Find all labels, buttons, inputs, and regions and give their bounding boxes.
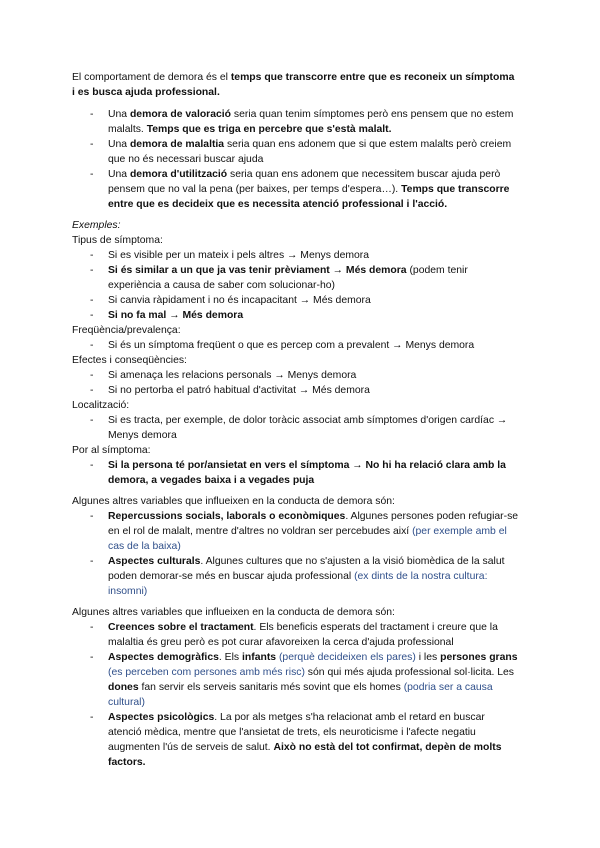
item-bold: demora de malaltia	[129, 139, 225, 150]
list-item	[72, 167, 520, 212]
item-bold: Aspectes culturals	[108, 556, 201, 567]
bullet-dash: -	[90, 169, 94, 180]
section-heading: Algunes altres variables que influeixen en la conducta de demora són:	[72, 496, 395, 507]
item-bold: infants	[242, 652, 277, 663]
item-text: Una	[108, 109, 130, 120]
list-item	[72, 368, 520, 383]
group-title: Localització:	[72, 400, 130, 411]
variables-list	[72, 509, 520, 599]
list-item	[72, 263, 520, 293]
intro-bold: temps que transcorre entre que es reconeix un símptoma i es busca ajuda professional.	[72, 72, 515, 98]
bullet-dash: -	[90, 415, 94, 426]
item-note: (perquè decideixen els pares)	[276, 652, 416, 663]
item-bold: Això no està del tot confirmat, depèn de molts factors.	[108, 742, 502, 768]
item-text: són qui més ajuda professional sol·licita. Les	[304, 667, 514, 678]
item-bold: Creences sobre el tractament	[108, 622, 254, 633]
item-bold: persones grans	[440, 652, 518, 663]
item-text: . La por als metges s'ha relacionat amb el retard en buscar atenció mèdica, mentre que l'ansietat de trets, els neuroticisme i l'afecte negatiu augmenten l'ús de serveis de salut.	[108, 712, 485, 753]
bullet-dash: -	[90, 652, 94, 663]
list-item	[72, 308, 520, 323]
list-item	[72, 554, 520, 599]
document-page	[72, 70, 520, 770]
item-bold: dones	[108, 682, 139, 693]
exemples-label: Exemples:	[72, 220, 121, 231]
item-text: Si amenaça les relacions personals → Menys demora	[108, 370, 357, 381]
group-list	[72, 338, 520, 353]
item-bold: Repercussions socials, laborals o econòmiques	[108, 511, 346, 522]
bullet-dash: -	[90, 622, 94, 633]
list-item	[72, 107, 520, 137]
item-text: fan servir els serveis sanitaris més sovint que els homes	[138, 682, 404, 693]
bullet-dash: -	[90, 385, 94, 396]
item-text: i les	[415, 652, 441, 663]
bullet-dash: -	[90, 460, 94, 471]
group-title: Efectes i conseqüències:	[72, 355, 187, 366]
item-note: (per exemple amb el cas de la baixa)	[108, 526, 507, 552]
list-item	[72, 509, 520, 554]
item-bold: Si és similar a un que ja vas tenir prèviament → Més demora	[108, 265, 407, 276]
list-item	[72, 338, 520, 353]
item-text: . Els	[218, 652, 242, 663]
item-text: seria quan ens adonem que si que estem malalts però creiem que no és necessari buscar ajuda	[108, 139, 512, 165]
item-bold: Si la persona té por/ansietat en vers el símptoma → No hi ha relació clara amb la demora, a vegades baixa i a vegades puja	[108, 460, 506, 486]
variables-list	[72, 620, 520, 770]
group-list	[72, 368, 520, 398]
list-item	[72, 137, 520, 167]
bullet-dash: -	[90, 139, 94, 150]
intro-text: El comportament de demora és el	[72, 72, 231, 83]
list-item	[72, 248, 520, 263]
bullet-dash: -	[90, 712, 94, 723]
bullet-dash: -	[90, 310, 94, 321]
item-bold: Temps que es triga en percebre que s'està malalt.	[146, 124, 392, 135]
bullet-dash: -	[90, 370, 94, 381]
item-text: seria quan ens adonem que necessitem buscar ajuda però pensem que no val la pena (per baixes, per temps d'espera…).	[108, 169, 501, 195]
section-heading: Algunes altres variables que influeixen en la conducta de demora són:	[72, 607, 395, 618]
list-item	[72, 650, 520, 710]
item-bold: demora d'utilització	[129, 169, 228, 180]
item-bold: Aspectes psicològics	[108, 712, 215, 723]
item-note: (podria ser a causa cultural)	[108, 682, 493, 708]
item-text: Si canvia ràpidament i no és incapacitant → Més demora	[108, 295, 371, 306]
item-text: . Els beneficis esperats del tractament i creure que la malaltia és greu però es pot curar afavoreixen la cerca d'ajuda professional	[108, 622, 498, 648]
bullet-dash: -	[90, 250, 94, 261]
item-text: . Algunes cultures que no s'ajusten a la visió biomèdica de la salut poden demorar-se més en buscar ajuda professional	[108, 556, 505, 582]
list-item	[72, 620, 520, 650]
item-bold: Aspectes demogràfics	[108, 652, 219, 663]
bullet-dash: -	[90, 340, 94, 351]
bullet-dash: -	[90, 511, 94, 522]
group-title: Tipus de símptoma:	[72, 235, 163, 246]
item-text: (podem tenir experiència a causa de saber com solucionar-ho)	[108, 265, 468, 291]
bullet-dash: -	[90, 556, 94, 567]
list-item	[72, 710, 520, 770]
item-bold: demora de valoració	[129, 109, 232, 120]
item-note: (ex dints de la nostra cultura: insomni)	[108, 571, 488, 597]
item-note: (es perceben com persones amb més risc)	[108, 667, 305, 678]
item-text: Una	[108, 169, 130, 180]
bullet-dash: -	[90, 295, 94, 306]
item-text: Una	[108, 139, 130, 150]
bullet-dash: -	[90, 265, 94, 276]
bullet-dash: -	[90, 109, 94, 120]
delay-types-list	[72, 107, 520, 212]
item-bold: Si no fa mal → Més demora	[108, 310, 244, 321]
group-list	[72, 458, 520, 488]
list-item	[72, 413, 520, 443]
item-text: . Algunes persones poden refugiar-se en el rol de malalt, mentre d'altres no voldran ser percebudes així	[108, 511, 519, 537]
item-text: Si és un símptoma freqüent o que es percep com a prevalent → Menys demora	[108, 340, 475, 351]
list-item	[72, 458, 520, 488]
intro-paragraph	[72, 70, 520, 100]
item-text: seria quan tenim símptomes però ens pensem que no estem malalts.	[108, 109, 514, 135]
group-title: Por al símptoma:	[72, 445, 151, 456]
group-list	[72, 413, 520, 443]
item-text: Si es tracta, per exemple, de dolor toràcic associat amb símptomes d'origen cardíac → Menys demora	[108, 415, 508, 441]
item-text: Si es visible per un mateix i pels altres → Menys demora	[108, 250, 370, 261]
group-list	[72, 248, 520, 323]
list-item	[72, 383, 520, 398]
item-text: Si no pertorba el patró habitual d'activitat → Més demora	[108, 385, 370, 396]
group-title: Freqüència/prevalença:	[72, 325, 181, 336]
item-bold: Temps que transcorre entre que es decideix que es necessita atenció professional i l'acció.	[108, 184, 510, 210]
list-item	[72, 293, 520, 308]
